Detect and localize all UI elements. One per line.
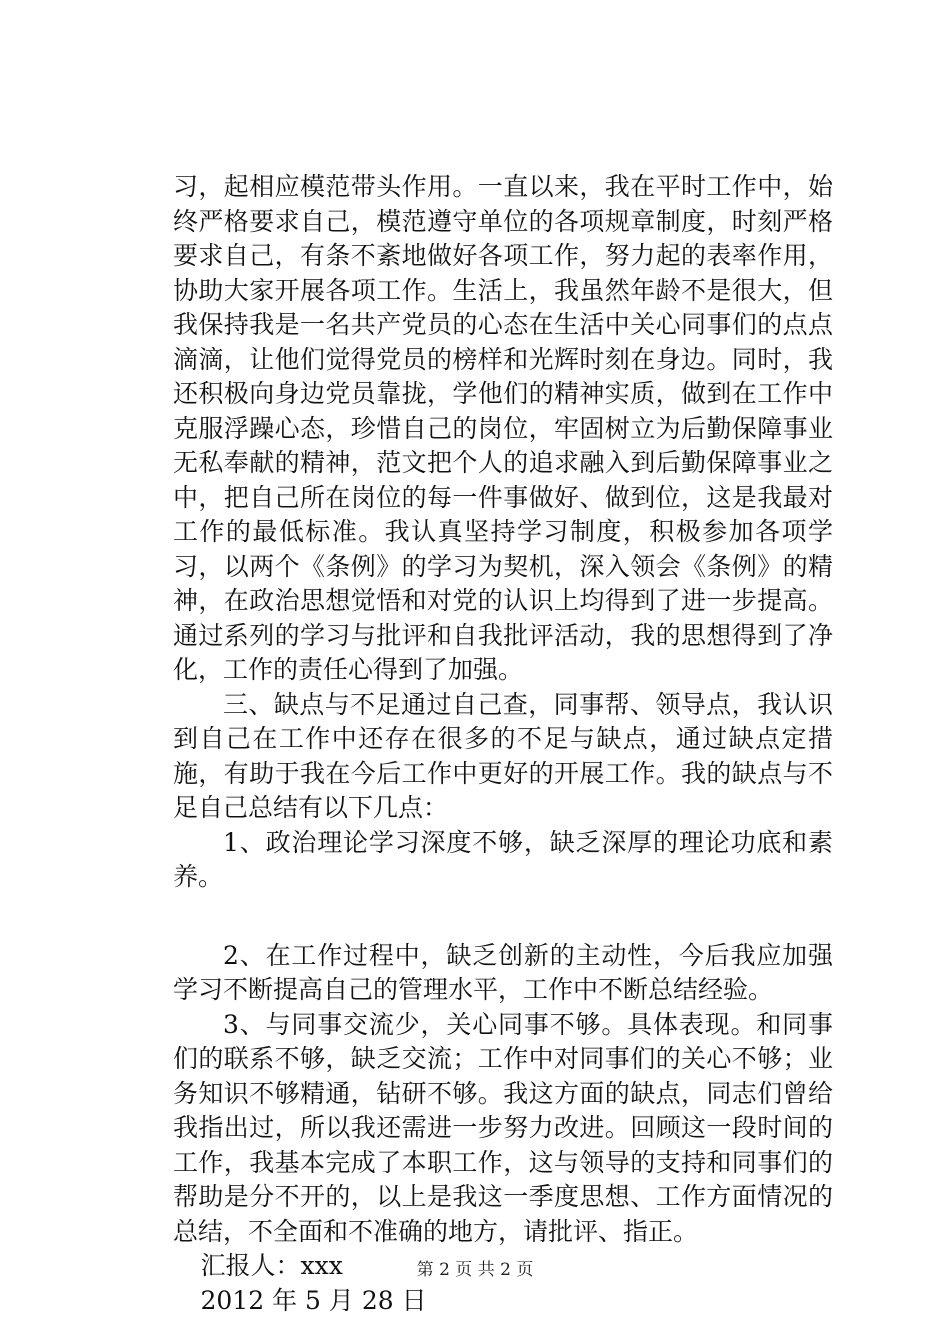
paragraph-point-1: 1、政治理论学习深度不够，缺乏深厚的理论功底和素养。 — [173, 827, 833, 891]
reporter-signature: 汇报人：xxx — [200, 1251, 343, 1280]
page-number-footer: 第 2 页 共 2 页 — [416, 1260, 534, 1280]
paragraph-point-2: 2、在工作过程中，缺乏创新的主动性，今后我应加强学习不断提高自己的管理水平，工作中不断总结经验。 — [173, 940, 833, 1004]
report-date: 2012 年 5 月 28 日 — [200, 1285, 427, 1315]
paragraph-point-3: 3、与同事交流少，关心同事不够。具体表现。和同事们的联系不够，缺乏交流；工作中对同事们的关心不够；业务知识不够精通，钻研不够。我这方面的缺点，同志们曾给我指出过，所以我还需进一步努力改进。回顾这一段时间的工作，我基本完成了本职工作，这与领导的支持和同事们的帮助是分不开的，以上是我这一季度思想、工作方面情况的总结，不全面和不准确的地方，请批评、指正。 — [173, 1009, 833, 1246]
paragraph-continuation: 习，起相应模范带头作用。一直以来，我在平时工作中，始终严格要求自己，模范遵守单位的各项规章制度，时刻严格要求自己，有条不紊地做好各项工作，努力起的表率作用，协助大家开展各项工作。生活上，我虽然年龄不是很大，但我保持我是一名共产党员的心态在生活中关心同事们的点点滴滴，让他们觉得党员的榜样和光辉时刻在身边。同时，我还积极向身边党员靠拢，学他们的精神实质，做到在工作中克服浮躁心态，珍惜自己的岗位，牢固树立为后勤保障事业无私奉献的精神，范文把个人的追求融入到后勤保障事业之中，把自己所在岗位的每一件事做好、做到位，这是我最对工作的最低标准。我认真坚持学习制度，积极参加各项学习，以两个《条例》的学习为契机，深入领会《条例》的精神，在政治思想觉悟和对党的认识上均得到了进一步提高。通过系列的学习与批评和自我批评活动，我的思想得到了净化，工作的责任心得到了加强。 — [173, 172, 833, 684]
paragraph-shortcomings-intro: 三、缺点与不足通过自己查，同事帮、领导点，我认识到自己在工作中还存在很多的不足与缺点，通过缺点定措施，有助于我在今后工作中更好的开展工作。我的缺点与不足自己总结有以下几点： — [173, 689, 833, 822]
document-body — [173, 170, 833, 1318]
